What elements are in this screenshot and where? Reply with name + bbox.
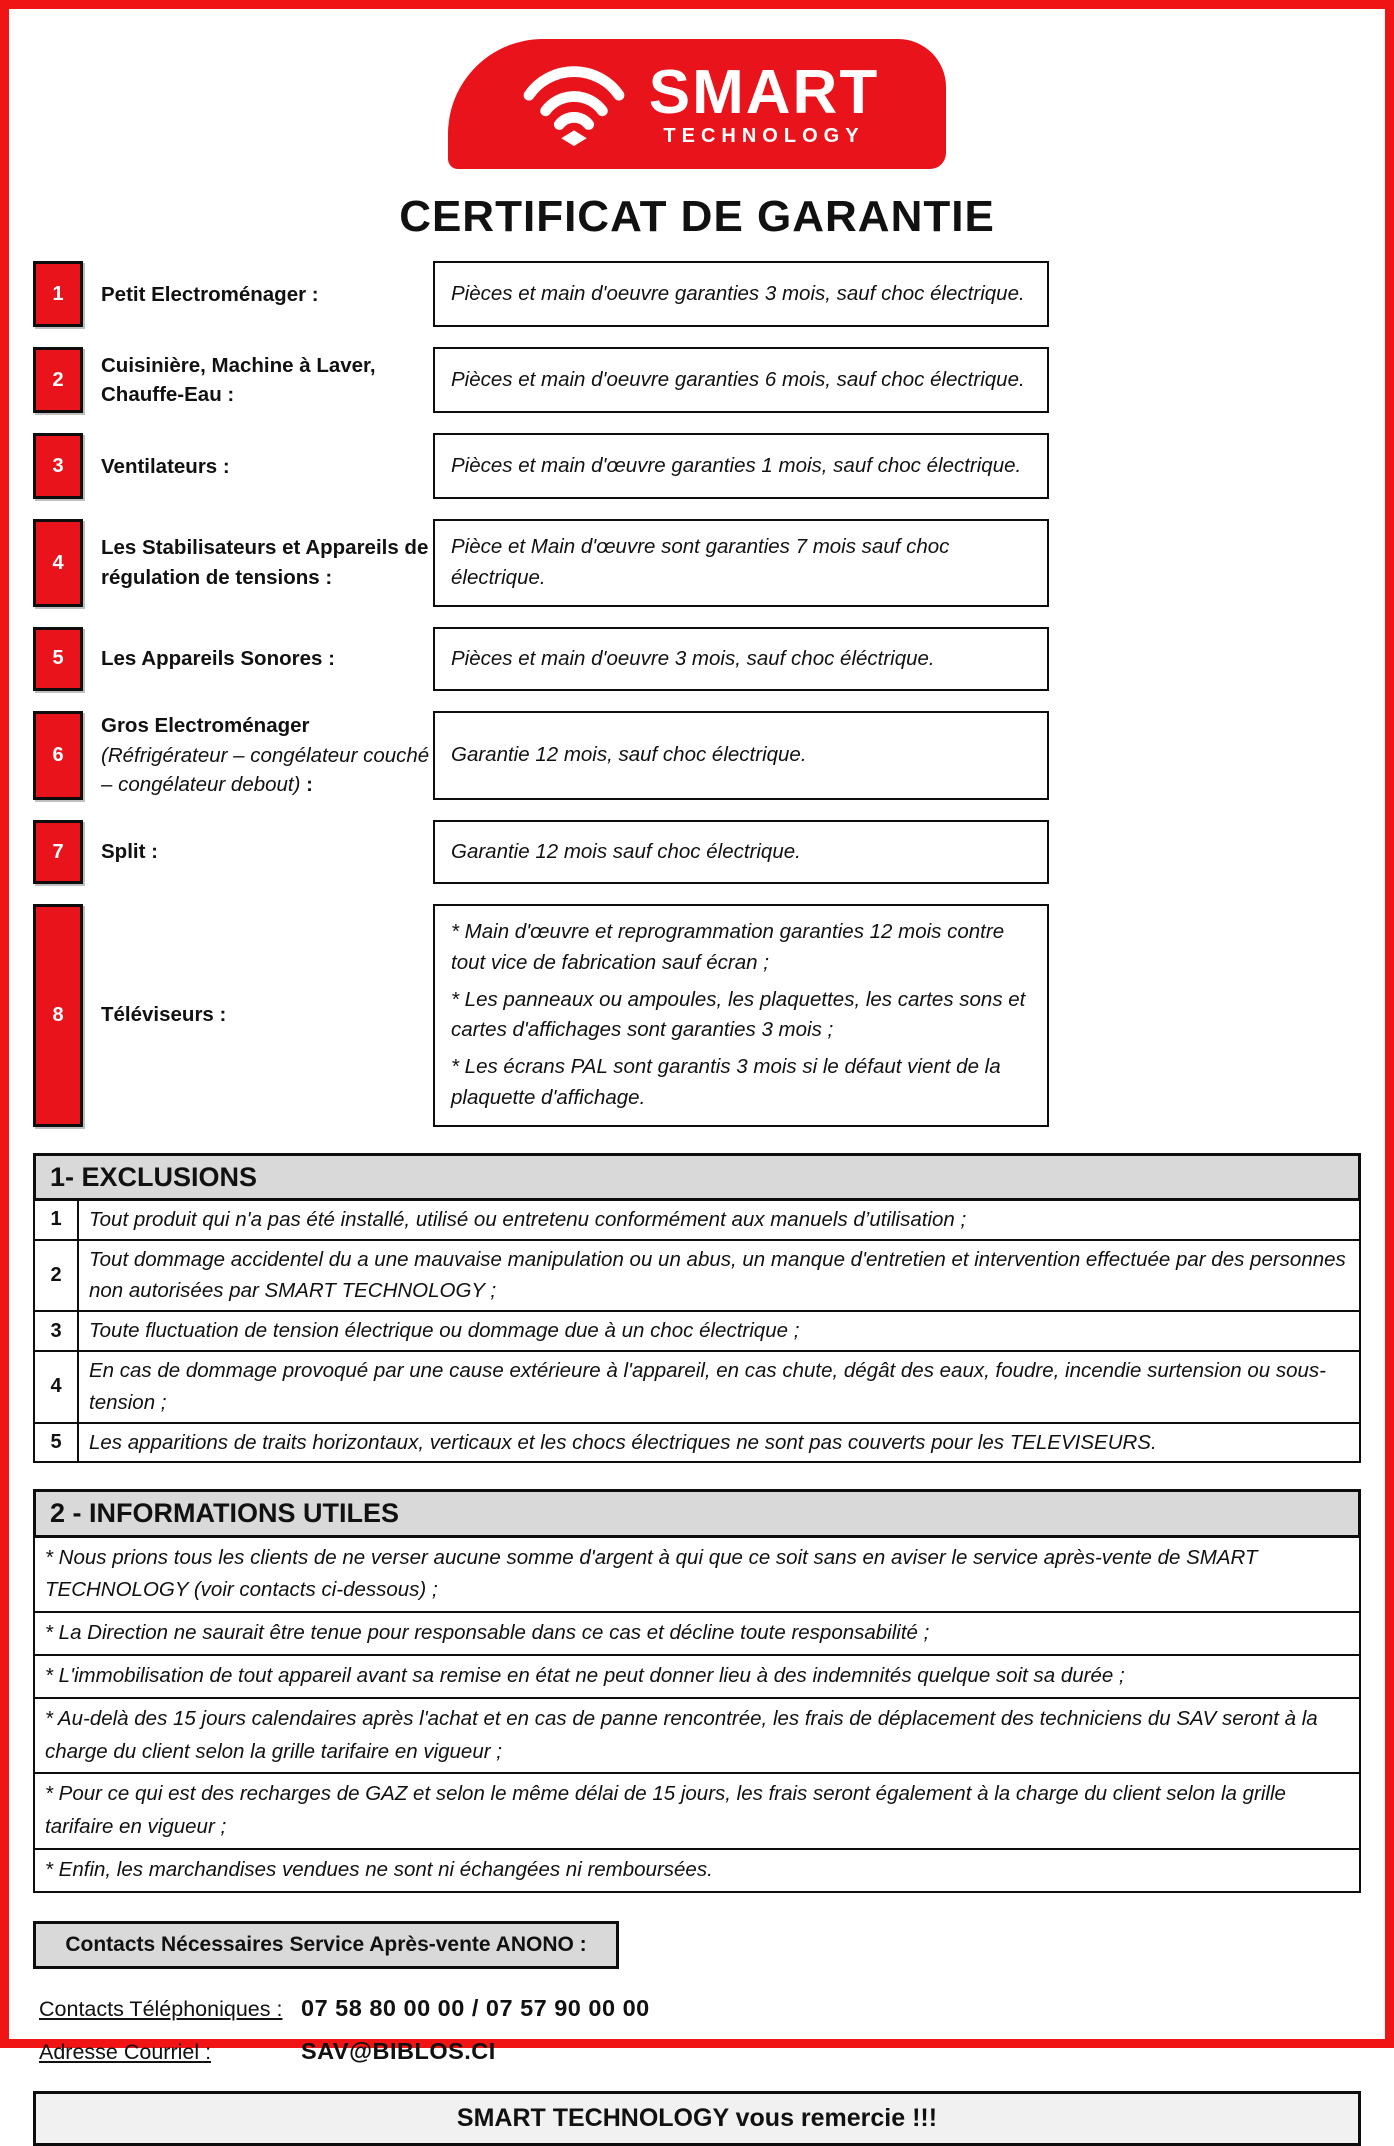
warranty-value-text: Pièces et main d'œuvre garanties 1 mois, sauf choc électrique.: [451, 454, 1022, 478]
warranty-label: Petit Electroménager :: [101, 282, 319, 306]
exclusion-row: [33, 1350, 1361, 1424]
warranty-label: Téléviseurs :: [101, 1003, 227, 1027]
logo-subtitle: TECHNOLOGY: [663, 124, 865, 147]
warranty-value-box: [433, 519, 1049, 607]
warranty-row: [33, 433, 1361, 499]
infos-title: 2 - INFORMATIONS UTILES: [33, 1489, 1361, 1537]
info-row: [33, 1536, 1361, 1614]
phone-label: Contacts Téléphoniques :: [39, 1996, 283, 2021]
info-row: [33, 1772, 1361, 1850]
info-text: * L'immobilisation de tout appareil avant sa remise en état ne peut donner lieu à des indemnités quelque soit sa durée ;: [45, 1664, 1125, 1688]
warranty-number: 5: [33, 627, 83, 691]
page-title: CERTIFICAT DE GARANTIE: [399, 192, 995, 241]
warranty-value-text: * Les panneaux ou ampoules, les plaquettes, les cartes sons et cartes d'affichages sont garanties 3 mois ;: [451, 987, 1026, 1042]
warranty-label: Les Stabilisateurs et Appareils de régulation de tensions :: [101, 536, 429, 590]
warranty-row: [33, 347, 1361, 413]
footer-text: SMART TECHNOLOGY vous remercie !!!: [456, 2103, 938, 2132]
exclusion-text: En cas de dommage provoqué par une cause extérieure à l'appareil, en cas chute, dégât des eaux, foudre, incendie surtension ou sous-tension ;: [89, 1359, 1326, 1414]
warranty-value-text: Garantie 12 mois, sauf choc électrique.: [451, 743, 807, 767]
warranty-rows: [33, 261, 1361, 1126]
page-content: [9, 9, 1385, 2146]
warranty-value-text: Pièces et main d'oeuvre garanties 6 mois, sauf choc électrique.: [451, 368, 1025, 392]
warranty-number: 8: [33, 904, 83, 1127]
exclusions-title: 1- EXCLUSIONS: [33, 1153, 1361, 1201]
exclusion-number: 5: [35, 1424, 79, 1462]
email-row: [33, 2038, 1361, 2065]
exclusion-row: [33, 1310, 1361, 1352]
email-label: Adresse Courriel :: [39, 2039, 212, 2064]
warranty-value-text: Pièce et Main d'œuvre sont garanties 7 mois sauf choc électrique.: [451, 535, 950, 590]
warranty-number: 7: [33, 820, 83, 884]
exclusion-number: 1: [35, 1201, 79, 1239]
warranty-value-text: Pièces et main d'oeuvre 3 mois, sauf choc éléctrique.: [451, 646, 935, 670]
warranty-row: [33, 904, 1361, 1127]
info-row: [33, 1654, 1361, 1699]
exclusion-text: Tout produit qui n'a pas été installé, utilisé ou entretenu conformément aux manuels d’utilisation ;: [89, 1207, 967, 1231]
warranty-value-box: [433, 627, 1049, 691]
wifi-icon: [515, 56, 633, 153]
warranty-value-box: [433, 711, 1049, 800]
warranty-label: Cuisinière, Machine à Laver, Chauffe-Eau :: [101, 353, 376, 407]
smart-technology-logo: [448, 39, 946, 169]
phone-row: [33, 1995, 1361, 2022]
warranty-number: 3: [33, 433, 83, 499]
warranty-label: Gros Electroménager (Réfrigérateur – congélateur couché – congélateur debout) :: [101, 713, 430, 797]
exclusion-text: Toute fluctuation de tension électrique ou dommage due à un choc électrique ;: [89, 1319, 800, 1343]
warranty-value-box: [433, 433, 1049, 499]
exclusion-row: [33, 1239, 1361, 1313]
email-value: SAV@BIBLOS.CI: [301, 2037, 496, 2064]
exclusion-row: [33, 1422, 1361, 1464]
infos-section: [33, 1489, 1361, 1893]
warranty-value-text: Pièces et main d'oeuvre garanties 3 mois, sauf choc électrique.: [451, 282, 1025, 306]
exclusion-number: 4: [35, 1352, 79, 1422]
info-row: [33, 1611, 1361, 1656]
warranty-value-text: * Les écrans PAL sont garantis 3 mois si le défaut vient de la plaquette d'affichage.: [451, 1055, 1001, 1109]
warranty-row: [33, 261, 1361, 327]
warranty-label: Ventilateurs :: [101, 454, 230, 478]
exclusion-number: 3: [35, 1312, 79, 1350]
logo-name: SMART: [648, 58, 880, 128]
logo-text: [648, 58, 880, 148]
info-text: * Nous prions tous les clients de ne verser aucune somme d'argent à qui que ce soit sans en aviser le service après-vente de SMART TECHNOLOGY (voir contacts ci-dessous) ;: [45, 1545, 1258, 1602]
footer-box: [33, 2091, 1361, 2146]
info-text: * Au-delà des 15 jours calendaires après l'achat et en cas de panne rencontrée, les frais de déplacement des techniciens du SAV seront à la charge du client selon la grille tarifaire en vigueur ;: [45, 1706, 1318, 1763]
info-text: * Enfin, les marchandises vendues ne sont ni échangées ni remboursées.: [45, 1858, 713, 1882]
exclusion-text: Les apparitions de traits horizontaux, verticaux et les chocs électriques ne sont pas couverts pour les TELEVISEURS.: [89, 1430, 1157, 1454]
warranty-row: [33, 627, 1361, 691]
warranty-number: 2: [33, 347, 83, 413]
warranty-value-box: [433, 261, 1049, 327]
exclusions-section: [33, 1153, 1361, 1464]
warranty-row: [33, 711, 1361, 800]
info-text: * Pour ce qui est des recharges de GAZ et selon le même délai de 15 jours, les frais seront également à la charge du client selon la grille tarifaire en vigueur ;: [45, 1782, 1286, 1839]
info-text: * La Direction ne saurait être tenue pour responsable dans ce cas et décline toute responsabilité ;: [45, 1621, 930, 1645]
warranty-label: Les Appareils Sonores :: [101, 647, 335, 671]
contacts-header: Contacts Nécessaires Service Après-vente ANONO :: [33, 1921, 619, 1969]
warranty-label-detail: (Réfrigérateur – congélateur couché – congélateur debout): [101, 743, 430, 797]
exclusion-text: Tout dommage accidentel du a une mauvaise manipulation ou un abus, un manque d'entretien et intervention effectuée par des personnes non autorisées par SMART TECHNOLOGY ;: [89, 1247, 1346, 1303]
info-row: [33, 1848, 1361, 1893]
warranty-value-box: [433, 904, 1049, 1127]
warranty-row: [33, 519, 1361, 607]
exclusion-number: 2: [35, 1241, 79, 1311]
warranty-value-box: [433, 347, 1049, 413]
warranty-number: 1: [33, 261, 83, 327]
warranty-label: Split :: [101, 840, 158, 864]
exclusion-row: [33, 1199, 1361, 1241]
warranty-row: [33, 820, 1361, 884]
warranty-value-text: Garantie 12 mois sauf choc électrique.: [451, 839, 801, 863]
phone-value: 07 58 80 00 00 / 07 57 90 00 00: [301, 1994, 650, 2021]
warranty-value-text: * Main d'œuvre et reprogrammation garanties 12 mois contre tout vice de fabrication sauf écran ;: [451, 920, 1005, 974]
info-row: [33, 1697, 1361, 1775]
warranty-value-box: [433, 820, 1049, 884]
warranty-number: 6: [33, 711, 83, 800]
warranty-number: 4: [33, 519, 83, 607]
